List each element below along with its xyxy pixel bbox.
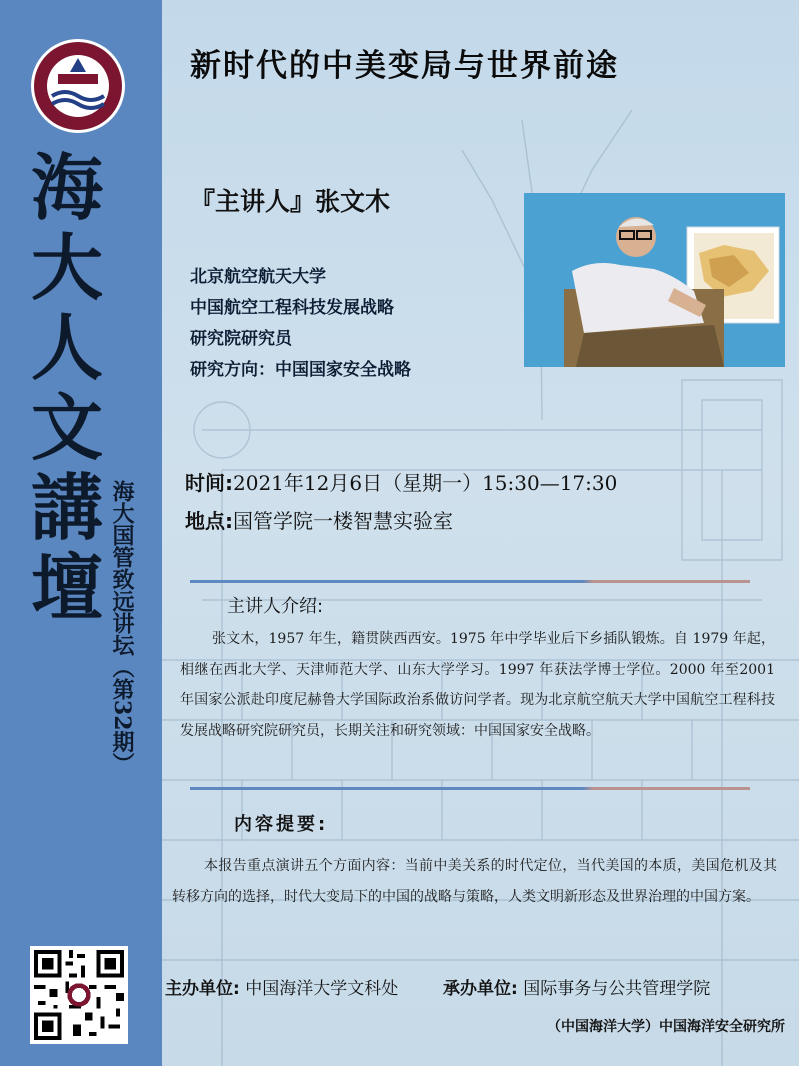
sponsor-line: [165, 974, 710, 999]
place-value: 国管学院一楼智慧实验室: [233, 509, 453, 533]
content-panel: [162, 0, 799, 1066]
divider: [190, 787, 750, 790]
qr-code[interactable]: [30, 946, 128, 1044]
speaker-affiliation: [190, 262, 411, 386]
affiliation-line: 研究院研究员: [190, 329, 292, 349]
speaker-photo: [524, 193, 785, 367]
university-logo: [30, 38, 126, 134]
title-char: 講: [30, 465, 103, 550]
title-char: 海: [30, 145, 103, 230]
title-char: 壇: [30, 545, 103, 630]
affiliation-line: 北京航空航天大学: [190, 267, 326, 287]
divider: [190, 580, 750, 583]
place-label: 地点:: [185, 509, 233, 533]
title-char: 文: [30, 385, 103, 470]
title-char: 人: [30, 305, 103, 390]
organizer-label: 承办单位:: [443, 979, 518, 999]
forum-title-vertical: [22, 145, 112, 630]
sidebar: [0, 0, 162, 1066]
intro-heading: 主讲人介绍:: [227, 596, 324, 617]
affiliation-line: 中国航空工程科技发展战略: [190, 298, 394, 318]
time-value: 2021年12月6日（星期一）15:30—17:30: [233, 471, 618, 495]
host-value: 中国海洋大学文科处: [245, 979, 399, 999]
affiliation-line: 研究方向：中国国家安全战略: [190, 360, 411, 380]
co-organizer-line: （中国海洋大学）中国海洋安全研究所: [547, 1019, 785, 1035]
summary-heading: 内容提要:: [234, 814, 329, 835]
event-time: [185, 467, 617, 496]
forum-subtitle: 海大国管致远讲坛（第32期）: [109, 480, 135, 775]
summary-text: 本报告重点演讲五个方面内容：当前中美关系的时代定位，当代美国的本质，美国危机及其转移方向的选择，时代大变局下的中国的战略与策略，人类文明新形态及世界治理的中国方案。: [172, 858, 777, 905]
lecture-title: 新时代的中美变局与世界前途: [190, 48, 619, 84]
title-char: 大: [30, 225, 103, 310]
host-label: 主办单位:: [165, 979, 240, 999]
speaker-title: 『主讲人』张文木: [190, 187, 391, 216]
intro-text: 张文木，1957 年生，籍贯陕西西安。1975 年中学毕业后下乡插队锻炼。自 1979 年起，相继在西北大学、天津师范大学、山东大学学习。1997 年获法学博士学位。2000 年至2001 年国家公派赴印度尼赫鲁大学国际政治系做访问学者。现为北京航空航天大学中国航空工程科技发展战略研究院研究员，长期关注和研究领域：中国国家安全战略。: [180, 631, 775, 739]
organizer-value: 国际事务与公共管理学院: [523, 979, 711, 999]
time-label: 时间:: [185, 471, 233, 495]
event-place: [185, 505, 453, 534]
